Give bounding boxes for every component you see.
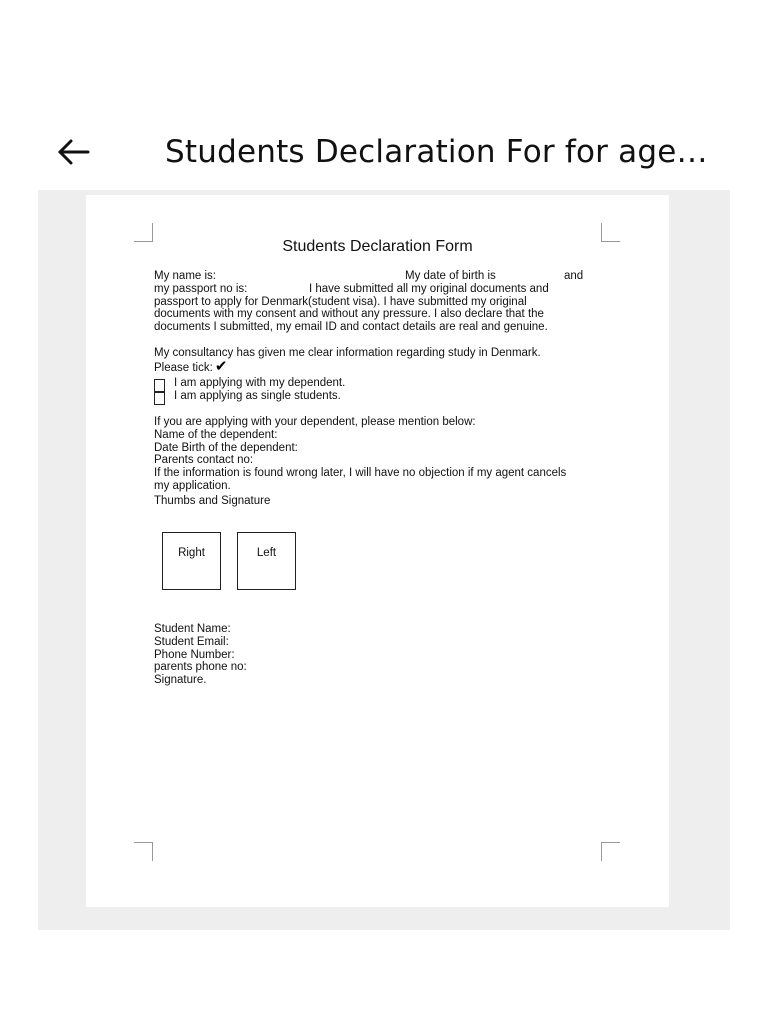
application-options	[154, 377, 599, 403]
objection-line-2: my application.	[154, 479, 231, 492]
left-thumb-label: Left	[256, 547, 277, 559]
intro-line-4: documents with my consent and without any pressure. I also declare that the	[154, 308, 544, 321]
right-thumb-box	[162, 532, 221, 590]
dependent-dob-field: Date Birth of the dependent:	[154, 441, 298, 454]
parents-phone-field: parents phone no:	[154, 661, 247, 674]
intro-line-3: passport to apply for Denmark(student visa). I have submitted my original	[154, 295, 527, 308]
option-single-student[interactable]	[154, 390, 599, 403]
objection-line-1: If the information is found wrong later, I will have no objection if my agent cancels	[154, 467, 567, 480]
thumbs-heading: Thumbs and Signature	[154, 495, 271, 507]
dependent-name-field: Name of the dependent:	[154, 428, 278, 441]
thumbs-heading-block	[154, 495, 599, 508]
dob-label: My date of birth is	[405, 270, 496, 282]
option-label: I am applying as single students.	[174, 390, 341, 402]
phone-number-field: Phone Number:	[154, 648, 235, 661]
document-viewport[interactable]	[38, 190, 730, 930]
signature-field: Signature.	[154, 674, 207, 687]
checkbox-icon[interactable]	[154, 392, 165, 405]
document-page	[86, 195, 669, 907]
intro-line-2: I have submitted all my original documents and	[309, 282, 549, 295]
please-tick-label: Please tick:	[154, 362, 213, 374]
student-details	[154, 623, 599, 687]
left-thumb-box	[237, 532, 296, 590]
please-tick-row	[154, 358, 599, 375]
checkmark-icon: ✔	[214, 358, 228, 375]
option-with-dependent[interactable]	[154, 377, 599, 390]
right-thumb-label: Right	[178, 547, 205, 559]
crop-mark-bottom-left	[134, 842, 153, 861]
parents-contact-field: Parents contact no:	[154, 454, 254, 467]
consultancy-statement: My consultancy has given me clear information regarding study in Denmark.	[154, 347, 541, 359]
intro-line-5: documents I submitted, my email ID and contact details are real and genuine.	[154, 321, 548, 334]
option-label: I am applying with my dependent.	[174, 377, 346, 389]
passport-label: my passport no is:	[154, 282, 248, 295]
name-label: My name is:	[154, 270, 216, 282]
dependent-intro: If you are applying with your dependent, please mention below:	[154, 416, 476, 428]
dependent-section	[154, 416, 599, 493]
arrow-left-icon	[52, 130, 96, 174]
student-name-field: Student Name:	[154, 623, 231, 635]
crop-mark-bottom-right	[601, 842, 620, 861]
and-word: and	[564, 270, 584, 282]
intro-paragraph	[154, 270, 599, 334]
form-title: Students Declaration Form	[282, 238, 473, 255]
student-email-field: Student Email:	[154, 635, 229, 648]
document-title: Students Declaration For for age…	[165, 134, 708, 170]
app-header	[0, 112, 768, 192]
back-button[interactable]	[52, 130, 96, 174]
